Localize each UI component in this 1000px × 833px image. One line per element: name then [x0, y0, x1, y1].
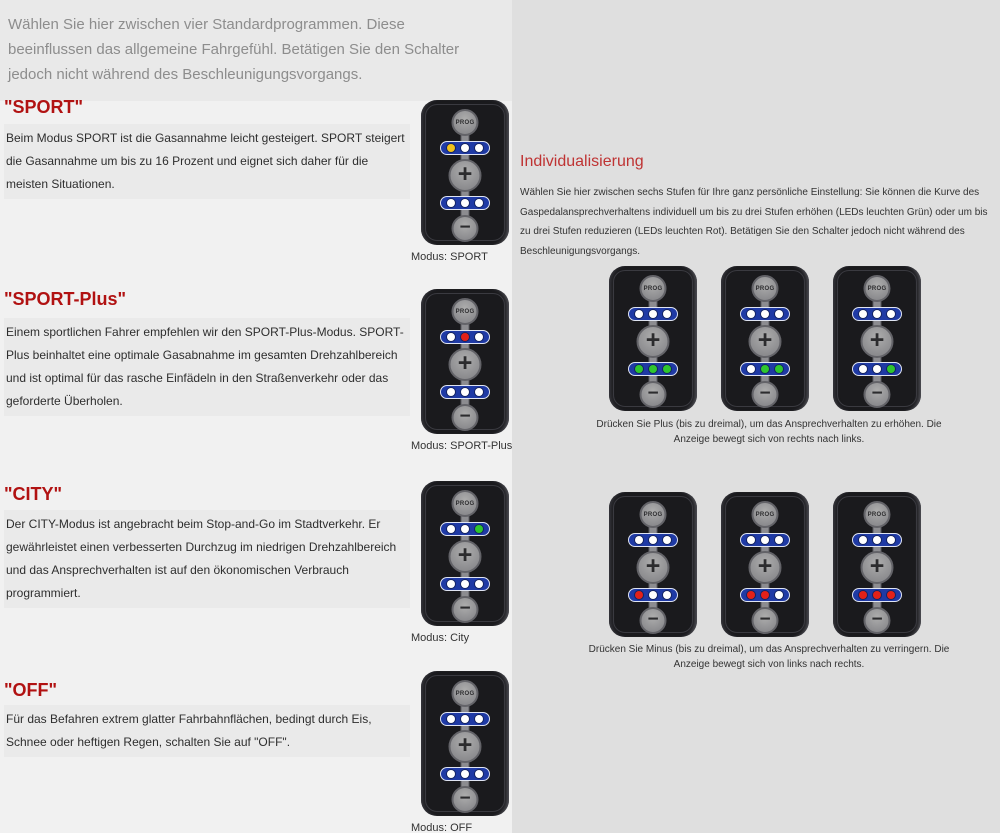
led-bar-bottom [852, 588, 902, 602]
led-bar-top [440, 522, 490, 536]
device-caption-sport: Modus: SPORT [411, 251, 488, 263]
led-red [635, 591, 643, 599]
led-bar-bottom [740, 588, 790, 602]
minus-button: − [452, 215, 479, 242]
led-green [635, 365, 643, 373]
intro-paragraph: Wählen Sie hier zwischen vier Standardprogrammen. Diese beeinflussen das allgemeine Fahrgefühl. Betätigen Sie den Schalter jedoch nicht während des Beschleunigungsvorgangs. [0, 0, 512, 101]
led-white [475, 770, 483, 778]
pedalbox-device-plus-1-step [833, 266, 921, 411]
paragraph-city: Der CITY-Modus ist angebracht beim Stop-and-Go im Stadtverkehr. Er gewährleistet einen verbesserten Durchzug im niedrigen Drehzahlbereich und das Ansprechverhalten ist auf den ökonomischen Verbrauch programmiert. [4, 510, 410, 608]
paragraph-sport: Beim Modus SPORT ist die Gasannahme leicht gesteigert. SPORT steigert die Gasannahme um bis zu 16 Prozent und eignet sich daher für die meisten Situationen. [4, 124, 410, 199]
led-white [649, 536, 657, 544]
prog-button: PROG [752, 501, 779, 528]
minus-button: − [752, 607, 779, 634]
led-green [663, 365, 671, 373]
led-white [447, 715, 455, 723]
led-white [447, 333, 455, 341]
prog-button: PROG [452, 680, 479, 707]
individualisierung-paragraph: Wählen Sie hier zwischen sechs Stufen für Ihre ganz persönliche Einstellung: Sie können die Kurve des Gaspedalansprechverhaltens individuell um bis zu drei Stufen erhöhen (LEDs leuchten Grün) oder um bis zu drei Stufen reduzieren (LEDs leuchten Rot). Betätigen Sie den Schalter jedoch nicht während des Beschleunigungsvorgangs. [520, 187, 988, 257]
prog-button: PROG [452, 490, 479, 517]
device-caption-off: Modus: OFF [411, 822, 473, 833]
led-white [663, 591, 671, 599]
led-white [747, 365, 755, 373]
pedalbox-device-sport [421, 100, 509, 245]
led-green [775, 365, 783, 373]
led-white [761, 310, 769, 318]
led-green [761, 365, 769, 373]
led-green [649, 365, 657, 373]
led-white [461, 715, 469, 723]
prog-button: PROG [864, 275, 891, 302]
led-bar-bottom [440, 385, 490, 399]
pedalbox-device-minus-2-steps [721, 492, 809, 637]
minus-button: − [752, 381, 779, 408]
led-white [873, 365, 881, 373]
led-white [447, 388, 455, 396]
led-white [649, 310, 657, 318]
led-white [447, 525, 455, 533]
minus-button: − [452, 786, 479, 813]
pedalbox-device-minus-3-steps [833, 492, 921, 637]
prog-button: PROG [640, 275, 667, 302]
led-white [859, 536, 867, 544]
led-white [747, 536, 755, 544]
led-bar-top [852, 533, 902, 547]
led-red [761, 591, 769, 599]
minus-instruction-caption: Drücken Sie Minus (bis zu dreimal), um das Ansprechverhalten zu verringern. Die Anzeige bewegt sich von links nach rechts. [588, 644, 950, 670]
pedalbox-device-sport-plus [421, 289, 509, 434]
led-bar-top [440, 141, 490, 155]
plus-button: + [449, 348, 482, 381]
plus-button: + [449, 159, 482, 192]
led-white [859, 310, 867, 318]
led-white [475, 199, 483, 207]
led-bar-top [740, 307, 790, 321]
led-bar-bottom [440, 577, 490, 591]
plus-button: + [861, 325, 894, 358]
led-white [447, 580, 455, 588]
led-white [447, 770, 455, 778]
prog-button: PROG [864, 501, 891, 528]
paragraph-sport-plus: Einem sportlichen Fahrer empfehlen wir den SPORT-Plus-Modus. SPORT-Plus beinhaltet eine optimale Gasabnahme im gesamten Drehzahlbereich und ist optimal für das rasche Einfädeln in den Straßenverkehr oder das geforderte Überholen. [4, 318, 410, 416]
device-caption-sport-plus: Modus: SPORT-Plus [411, 440, 513, 452]
device-block-city [411, 481, 523, 644]
led-bar-top [440, 330, 490, 344]
plus-button: + [449, 730, 482, 763]
device-block-off [411, 671, 523, 833]
led-red [747, 591, 755, 599]
led-red [887, 591, 895, 599]
device-block-sport-plus [411, 289, 523, 452]
pedalbox-device-off [421, 671, 509, 816]
led-white [461, 199, 469, 207]
led-white [475, 333, 483, 341]
led-white [461, 525, 469, 533]
led-bar-bottom [628, 362, 678, 376]
led-white [775, 310, 783, 318]
led-white [461, 144, 469, 152]
led-white [475, 580, 483, 588]
led-white [461, 580, 469, 588]
prog-button: PROG [640, 501, 667, 528]
heading-sport: "SPORT" [4, 97, 84, 117]
led-bar-bottom [852, 362, 902, 376]
plus-button: + [637, 551, 670, 584]
led-white [461, 388, 469, 396]
led-white [887, 310, 895, 318]
prog-button: PROG [752, 275, 779, 302]
individualisierung-panel [512, 0, 1000, 833]
device-caption-city: Modus: City [411, 632, 470, 644]
led-white [475, 715, 483, 723]
led-white [635, 310, 643, 318]
led-white [475, 144, 483, 152]
led-red [873, 591, 881, 599]
minus-button: − [452, 596, 479, 623]
led-white [761, 536, 769, 544]
led-white [775, 536, 783, 544]
led-white [635, 536, 643, 544]
led-white [775, 591, 783, 599]
led-white [461, 770, 469, 778]
led-red [461, 333, 469, 341]
pedalbox-device-plus-2-steps [721, 266, 809, 411]
led-yellow [447, 144, 455, 152]
led-white [747, 310, 755, 318]
plus-instruction-caption: Drücken Sie Plus (bis zu dreimal), um das Ansprechverhalten zu erhöhen. Die Anzeige bewegt sich von rechts nach links. [596, 419, 942, 445]
minus-button: − [864, 381, 891, 408]
led-green [475, 525, 483, 533]
heading-off: "OFF" [4, 680, 58, 700]
led-white [663, 310, 671, 318]
minus-button: − [640, 381, 667, 408]
device-block-sport [411, 100, 523, 263]
pedalbox-device-minus-1-step [609, 492, 697, 637]
led-white [873, 310, 881, 318]
led-bar-top [628, 533, 678, 547]
prog-button: PROG [452, 298, 479, 325]
led-white [663, 536, 671, 544]
plus-button: + [637, 325, 670, 358]
pedalbox-device-city [421, 481, 509, 626]
plus-button: + [861, 551, 894, 584]
led-white [475, 388, 483, 396]
minus-button: − [452, 404, 479, 431]
heading-city: "CITY" [4, 484, 63, 504]
led-white [649, 591, 657, 599]
led-bar-bottom [740, 362, 790, 376]
plus-button: + [749, 551, 782, 584]
led-white [887, 536, 895, 544]
led-bar-top [740, 533, 790, 547]
led-white [873, 536, 881, 544]
individualisierung-heading: Individualisierung [520, 153, 644, 170]
led-white [859, 365, 867, 373]
pedalbox-device-plus-3-steps [609, 266, 697, 411]
led-green [887, 365, 895, 373]
plus-button: + [749, 325, 782, 358]
led-bar-top [628, 307, 678, 321]
led-white [447, 199, 455, 207]
minus-step-device-row [609, 492, 921, 637]
paragraph-off: Für das Befahren extrem glatter Fahrbahnflächen, bedingt durch Eis, Schnee oder heftigen Regen, schalten Sie auf "OFF". [4, 705, 410, 757]
minus-button: − [640, 607, 667, 634]
heading-sport-plus: "SPORT-Plus" [4, 289, 127, 309]
plus-button: + [449, 540, 482, 573]
plus-step-device-row [609, 266, 921, 411]
led-bar-top [852, 307, 902, 321]
led-bar-top [440, 712, 490, 726]
led-red [859, 591, 867, 599]
led-bar-bottom [440, 767, 490, 781]
prog-button: PROG [452, 109, 479, 136]
led-bar-bottom [628, 588, 678, 602]
led-bar-bottom [440, 196, 490, 210]
minus-button: − [864, 607, 891, 634]
